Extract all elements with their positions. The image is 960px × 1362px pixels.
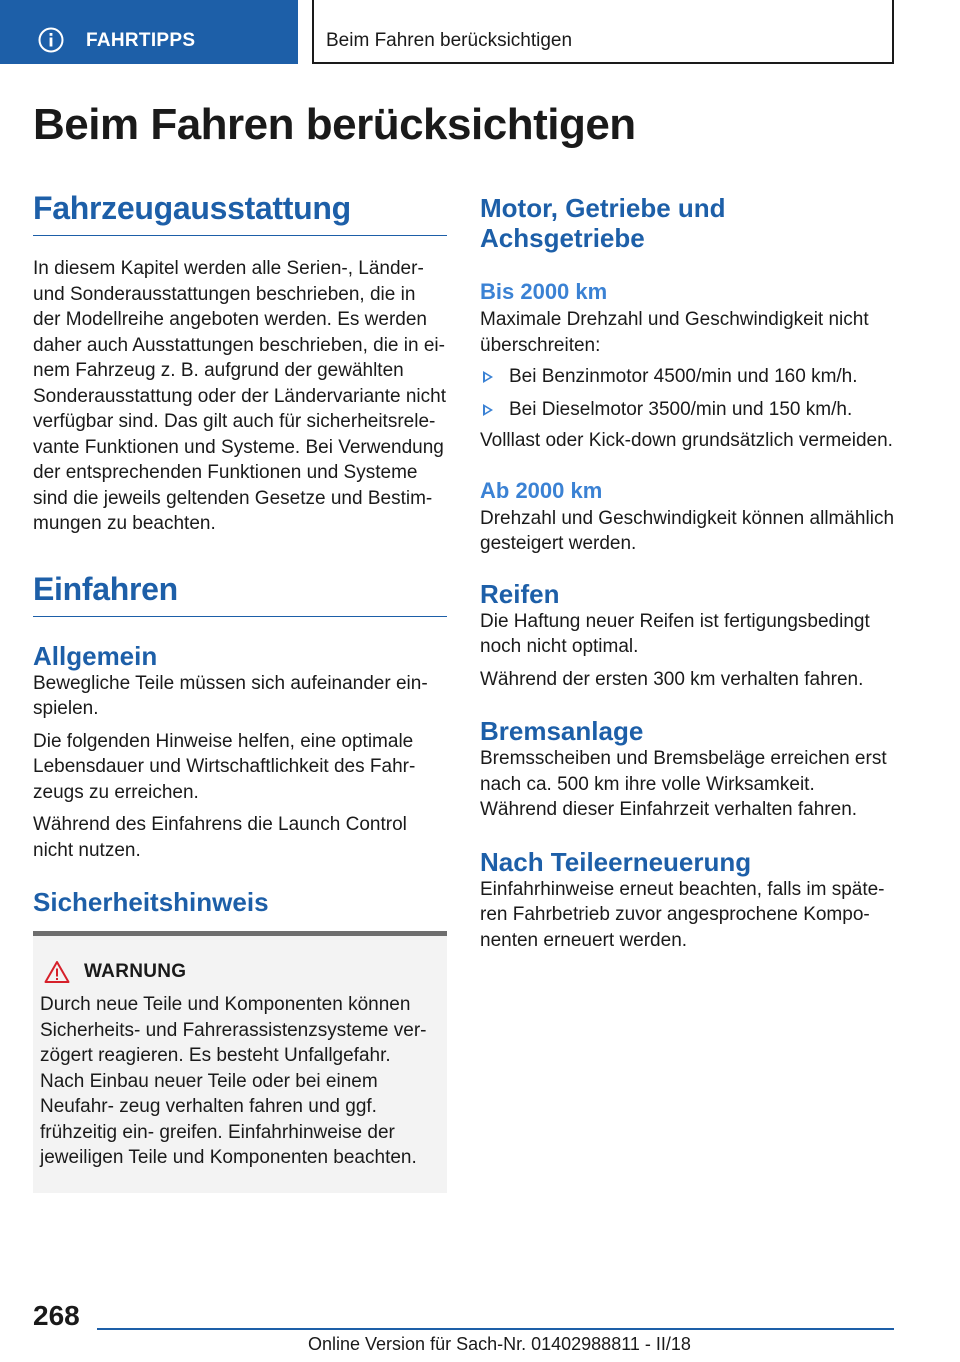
section-label: FAHRTIPPS xyxy=(86,30,196,51)
allgemein-text-3: Während des Einfahrens die Launch Control nicht nutzen. xyxy=(33,814,407,861)
breadcrumb xyxy=(312,0,894,64)
heading-bis-2000-km: Bis 2000 km xyxy=(480,279,608,304)
heading-fahrzeugausstattung: Fahrzeugausstattung xyxy=(33,190,447,236)
bis-2000-after: Volllast oder Kick-down grundsätzlich vermeiden. xyxy=(480,430,893,451)
reifen-text-1: Die Haftung neuer Reifen ist fertigungsbedingt noch nicht optimal. xyxy=(480,610,870,657)
heading-sicherheitshinweis: Sicherheitshinweis xyxy=(33,887,269,917)
allgemein-text-2: Die folgenden Hinweise helfen, eine optimale Lebensdauer und Wirtschaftlichkeit des Fahr- zeugs zu erreichen. xyxy=(33,730,416,803)
fahrzeugausstattung-text: In diesem Kapitel werden alle Serien-, Länder- und Sonderausstattungen beschrieben, die in der Modellreihe angeboten werden. Es werden daher auch Ausstattungen beschrieben, die in ei- nem Fahrzeug z. B. aufgrund der gewählten Sonderausstattung oder der Ländervariante nicht verfügbar sind. Das gilt auch für sicherheitsrele- vante Funktionen und Systeme. Bei Verwendung der entsprechenden Funktionen und Systeme sind die jeweils geltenden Gesetze und Bestim- mungen zu beachten. xyxy=(33,258,446,534)
warning-title: WARNUNG xyxy=(84,961,187,982)
bremsanlage-text: Bremsscheiben und Bremsbeläge erreichen erst nach ca. 500 km ihre volle Wirksamkeit. Während dieser Einfahrzeit verhalten fahren. xyxy=(480,748,887,820)
left-column xyxy=(33,190,447,1193)
section-tab[interactable] xyxy=(0,0,298,64)
reifen-text-2: Während der ersten 300 km verhalten fahren. xyxy=(480,668,864,690)
footer-divider xyxy=(97,1328,894,1330)
right-column xyxy=(480,190,896,953)
heading-nach-teileerneuerung: Nach Teileerneuerung xyxy=(480,846,752,877)
warning-box xyxy=(33,931,447,1193)
page-title: Beim Fahren berücksichtigen xyxy=(33,100,636,149)
bis-2000-list xyxy=(480,364,896,422)
teileerneuerung-text: Einfahrhinweise erneut beachten, falls im späte- ren Fahrbetrieb zuvor angesprochene Kompo- nenten erneuert werden. xyxy=(480,878,885,951)
heading-motor-getriebe: Motor, Getriebe und Achsgetriebe xyxy=(480,193,726,253)
bullet-triangle-icon xyxy=(483,371,493,383)
bis-2000-text: Maximale Drehzahl und Geschwindigkeit nicht überschreiten: xyxy=(480,309,869,356)
info-icon xyxy=(38,27,64,53)
page-number: 268 xyxy=(33,1300,80,1331)
heading-ab-2000-km: Ab 2000 km xyxy=(480,477,603,503)
heading-reifen: Reifen xyxy=(480,578,560,609)
bullet-triangle-icon xyxy=(483,404,493,416)
warning-text: Durch neue Teile und Komponenten können Sicherheits- und Fahrerassistenzsysteme ver- zögert reagieren. Es besteht Unfallgefahr. Nach Einbau neuer Teile oder bei einem Neufahr- zeug verhalten fahren und ggf. frühzeitig ein- greifen. Einfahrhinweise der jeweiligen Teile und Komponenten beachten. xyxy=(40,994,427,1168)
heading-einfahren: Einfahren xyxy=(33,571,447,617)
allgemein-text-1: Bewegliche Teile müssen sich aufeinander ein- spielen. xyxy=(33,672,428,719)
heading-bremsanlage: Bremsanlage xyxy=(480,716,644,746)
footer-text: Online Version für Sach-Nr. 01402988811 - II/18 xyxy=(308,1334,691,1354)
list-item: Bei Benzinmotor 4500/min und 160 km/h. xyxy=(480,364,896,390)
warning-triangle-icon xyxy=(44,960,70,984)
heading-allgemein: Allgemein xyxy=(33,640,158,671)
breadcrumb-text: Beim Fahren berücksichtigen xyxy=(326,30,573,51)
warning-header xyxy=(40,960,439,984)
list-item: Bei Dieselmotor 3500/min und 150 km/h. xyxy=(480,397,896,423)
ab-2000-text: Drehzahl und Geschwindigkeit können allmählich gesteigert werden. xyxy=(480,507,895,554)
